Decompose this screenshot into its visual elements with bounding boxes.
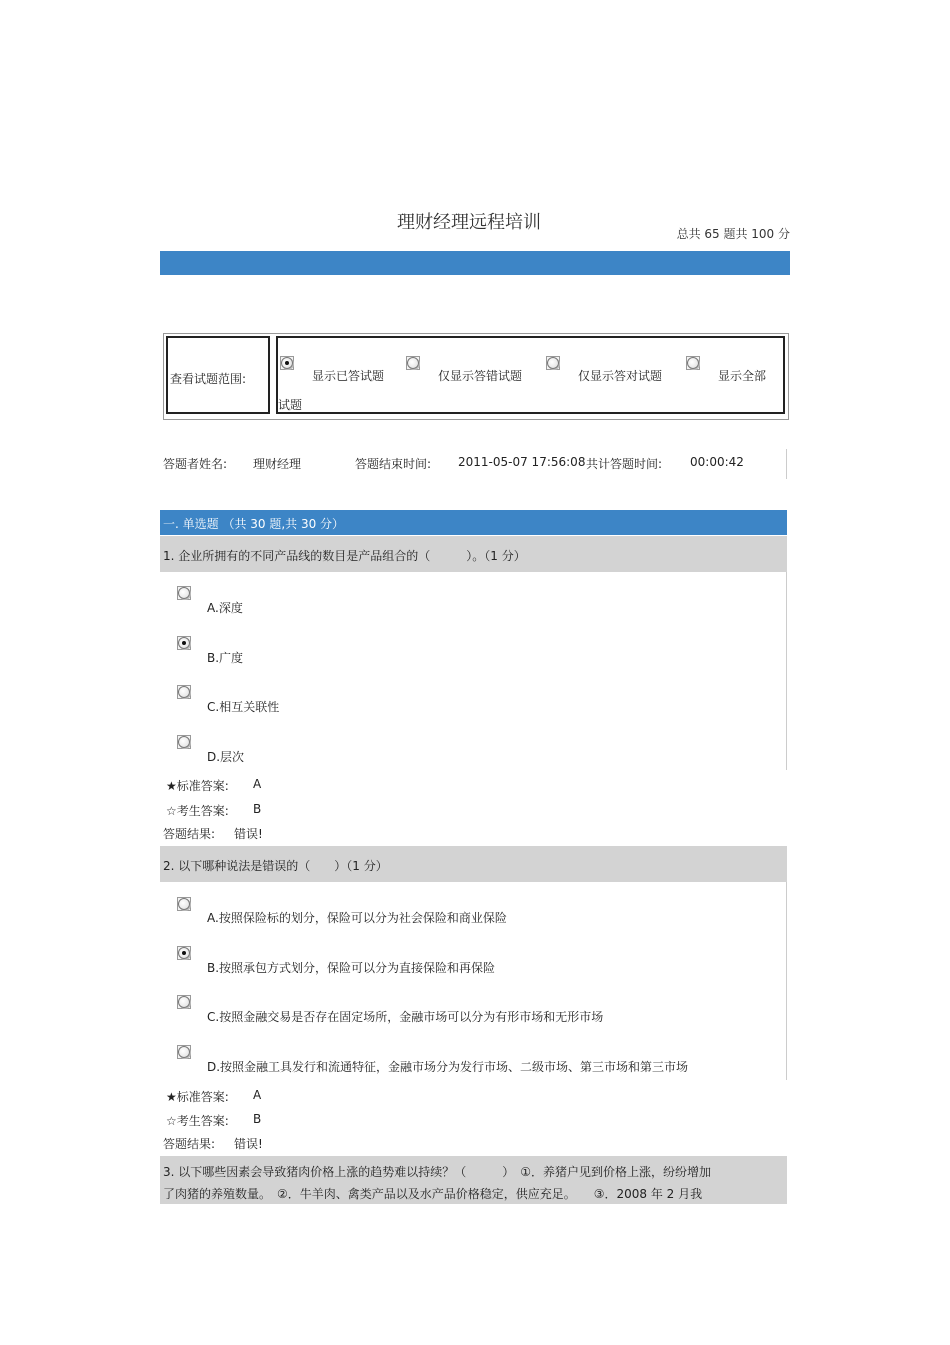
filter-radio-correct[interactable]: [546, 356, 560, 370]
filter-radio-wrong[interactable]: [406, 356, 420, 370]
duration-label: 共计答题时间:: [586, 457, 663, 471]
q1-student-label: ☆考生答案:: [166, 804, 229, 818]
question-2-header: [160, 846, 787, 882]
q2-option-b[interactable]: B.按照承包方式划分，保险可以分为直接保险和再保险: [207, 961, 496, 975]
radio-selected-icon: [281, 357, 293, 369]
radio-icon: [178, 686, 190, 698]
q2-option-d-radio[interactable]: [177, 1045, 191, 1059]
q1-option-c[interactable]: C.相互关联性: [207, 700, 280, 714]
end-time-value: 2011-05-07 17:56:08: [458, 455, 586, 469]
q1-option-a[interactable]: A.深度: [207, 601, 243, 615]
radio-selected-icon: [178, 947, 190, 959]
radio-selected-icon: [178, 637, 190, 649]
radio-icon: [178, 1046, 190, 1058]
question-1-stem: 1. 企业所拥有的不同产品线的数目是产品组合的（ ）。（1 分）: [163, 549, 526, 563]
question-2-stem: 2. 以下哪种说法是错误的（ ）（1 分）: [163, 859, 388, 873]
q2-standard-value: A: [253, 1088, 262, 1102]
filter-option-wrong[interactable]: 仅显示答错试题: [438, 369, 523, 383]
q1-result-label: 答题结果:: [163, 827, 216, 841]
q2-result-value: 错误!: [234, 1137, 263, 1151]
q1-standard-value: A: [253, 777, 262, 791]
filter-label: 查看试题范围:: [170, 372, 247, 386]
radio-icon: [547, 357, 559, 369]
question-3-stem-line2: 了肉猪的养殖数量。 ②．牛羊肉、禽类产品以及水产品价格稳定，供应充足。 ③．2008 年 2 月我: [163, 1187, 703, 1201]
filter-option-all[interactable]: 显示全部: [718, 369, 767, 383]
q2-student-value: B: [253, 1112, 262, 1126]
q2-option-d[interactable]: D.按照金融工具发行和流通特征，金融市场分为发行市场、二级市场、第三市场和第三市场: [207, 1060, 689, 1074]
radio-icon: [178, 587, 190, 599]
filter-option-answered[interactable]: 显示已答试题: [312, 369, 385, 383]
question-1-header: [160, 536, 787, 572]
page-title: 理财经理远程培训: [397, 212, 541, 233]
respondent-info: [163, 449, 787, 479]
radio-icon: [178, 898, 190, 910]
q2-student-label: ☆考生答案:: [166, 1114, 229, 1128]
q2-standard-label: ★标准答案:: [166, 1090, 229, 1104]
filter-radio-all[interactable]: [686, 356, 700, 370]
q1-student-value: B: [253, 802, 262, 816]
question-1-options: [163, 572, 787, 770]
section-header: [160, 510, 787, 535]
question-2-options: [163, 882, 787, 1080]
name-label: 答题者姓名:: [163, 457, 228, 471]
end-time-label: 答题结束时间:: [355, 457, 432, 471]
q2-option-b-radio[interactable]: [177, 946, 191, 960]
radio-icon: [407, 357, 419, 369]
header-bar: [160, 251, 790, 275]
q2-option-a-radio[interactable]: [177, 897, 191, 911]
q1-standard-label: ★标准答案:: [166, 779, 229, 793]
section-title: 一. 单选题 （共 30 题,共 30 分）: [163, 517, 345, 531]
question-3-stem-line1: 3. 以下哪些因素会导致猪肉价格上涨的趋势难以持续？（ ） ①．养猪户见到价格上涨，纷纷增加: [163, 1165, 712, 1179]
q1-option-b[interactable]: B.广度: [207, 651, 244, 665]
q2-option-c-radio[interactable]: [177, 995, 191, 1009]
q1-option-c-radio[interactable]: [177, 685, 191, 699]
filter-option-all-wrap: 试题: [278, 398, 303, 412]
name-value: 理财经理: [253, 457, 302, 471]
filter-panel: [163, 333, 789, 420]
question-3-header: [160, 1156, 787, 1204]
duration-value: 00:00:42: [690, 455, 744, 469]
radio-icon: [687, 357, 699, 369]
q1-option-a-radio[interactable]: [177, 586, 191, 600]
q2-option-c[interactable]: C.按照金融交易是否存在固定场所，金融市场可以分为有形市场和无形市场: [207, 1010, 604, 1024]
score-summary: 总共 65 题共 100 分: [676, 227, 790, 241]
radio-icon: [178, 736, 190, 748]
q1-option-d[interactable]: D.层次: [207, 750, 245, 764]
filter-label-cell: [166, 336, 270, 414]
filter-radio-answered[interactable]: [280, 356, 294, 370]
q2-result-label: 答题结果:: [163, 1137, 216, 1151]
filter-option-correct[interactable]: 仅显示答对试题: [578, 369, 663, 383]
q2-option-a[interactable]: A.按照保险标的划分，保险可以分为社会保险和商业保险: [207, 911, 507, 925]
q1-option-b-radio[interactable]: [177, 636, 191, 650]
q1-option-d-radio[interactable]: [177, 735, 191, 749]
radio-icon: [178, 996, 190, 1008]
filter-options-cell: [276, 336, 785, 414]
q1-result-value: 错误!: [234, 827, 263, 841]
